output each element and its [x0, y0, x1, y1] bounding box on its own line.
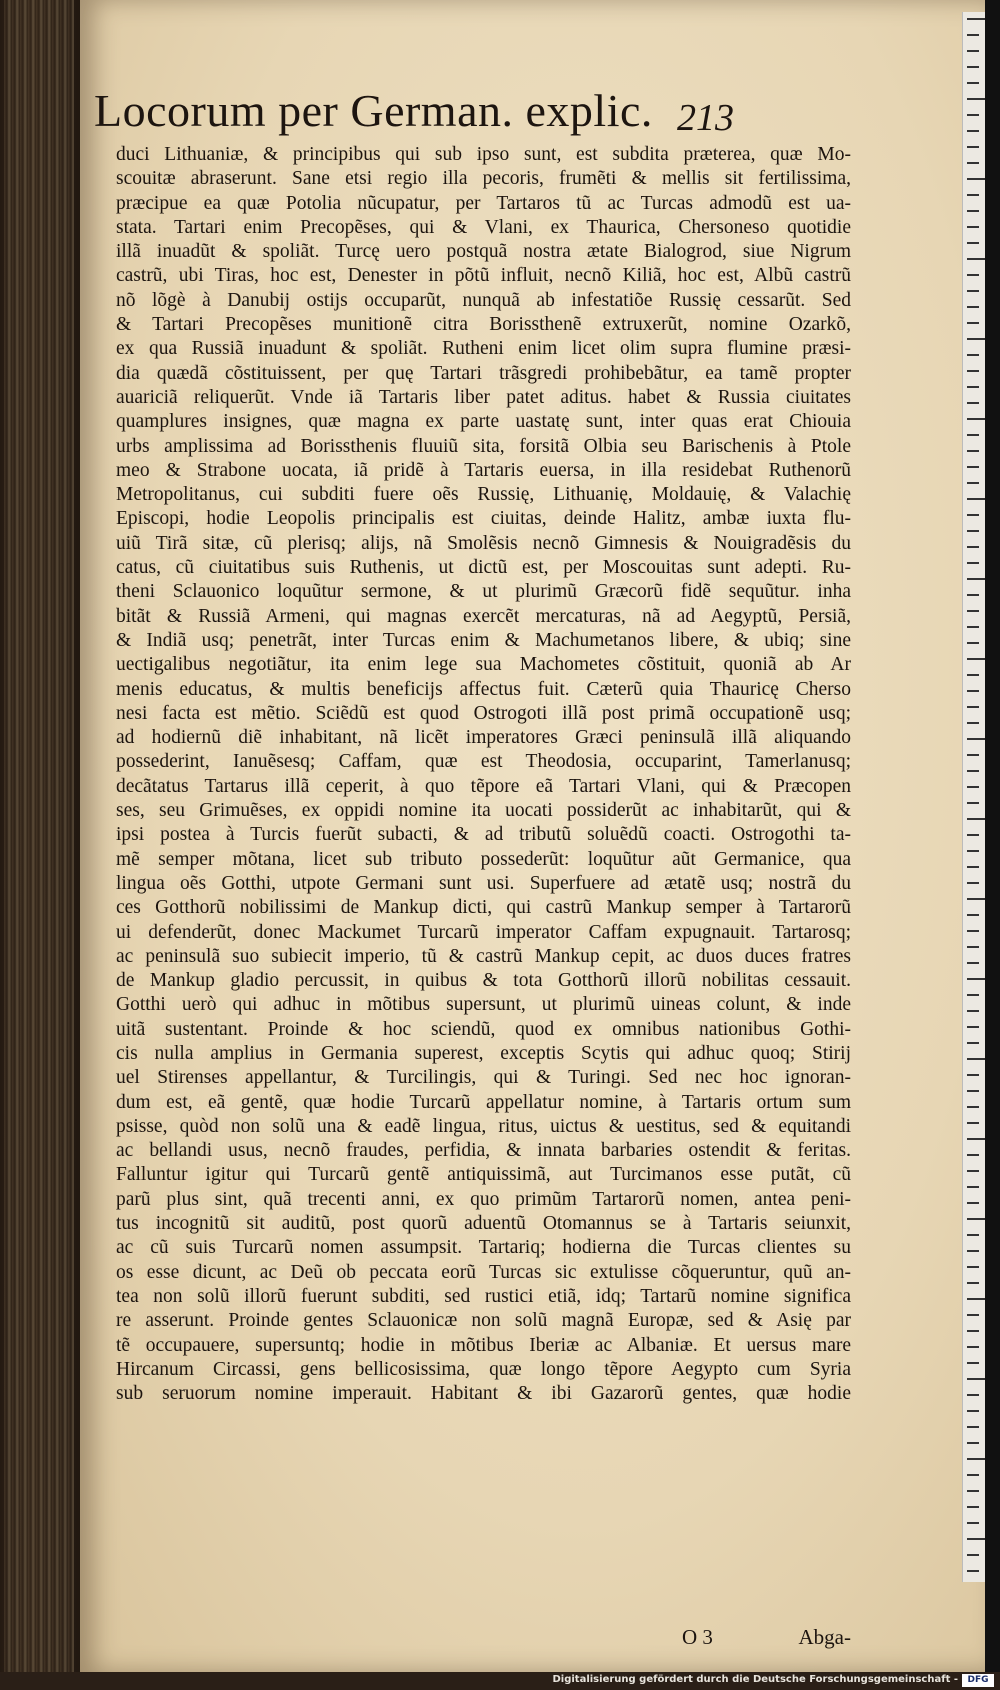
- ruler-tick: [967, 754, 979, 756]
- book-page: [80, 0, 985, 1672]
- text-line: sub seruorum nomine imperauit. Habitant & ibi Gazarorũ gentes, quæ hodie: [116, 1383, 851, 1405]
- text-line: urbs amplissima ad Borissthenis fluuiũ sita, forsitã Olbia seu Barischenis à Ptole: [116, 435, 851, 457]
- ruler-tick: [967, 290, 979, 292]
- text-line: possederint, Ianuẽsesq; Caffam, quæ est Theodosia, occuparint, Tamerlanusq;: [116, 751, 851, 773]
- ruler-tick: [967, 690, 979, 692]
- ruler-tick: [967, 1218, 985, 1220]
- ruler-tick: [967, 370, 979, 372]
- ruler-tick: [967, 626, 979, 628]
- text-line: catus, cũ ciuitatibus suis Ruthenis, ut dictũ est, per Moscouitas sunt adepti. Ru-: [116, 557, 851, 579]
- ruler-tick: [967, 578, 985, 580]
- ruler-tick: [967, 1202, 979, 1204]
- digitization-credit: Digitalisierung gefördert durch die Deutsche Forschungsgemeinschaft -: [552, 1674, 958, 1685]
- ruler-tick: [967, 1538, 985, 1540]
- text-line: de Mankup gladio percussit, in quibus & tota Gotthorũ illorũ nobilitas cessauit.: [116, 970, 851, 992]
- ruler-tick: [967, 1186, 979, 1188]
- text-line: stata. Tartari enim Precopẽses, qui & Vlani, ex Thaurica, Chersoneso quotidie: [116, 216, 851, 238]
- ruler-tick: [967, 1426, 979, 1428]
- ruler-tick: [967, 82, 979, 84]
- ruler-tick: [967, 1250, 979, 1252]
- text-line: uitã sustentant. Proinde & hoc sciendũ, quod ex omnibus nationibus Gothi-: [116, 1018, 851, 1040]
- ruler-tick: [967, 994, 979, 996]
- body-text: [116, 143, 851, 1406]
- text-line: castrũ, ubi Tiras, hoc est, Denester in põtũ influit, necnõ Kiliã, hoc est, Albũ castrũ: [116, 265, 851, 287]
- ruler-tick: [967, 1554, 979, 1556]
- ruler-tick: [967, 562, 979, 564]
- text-line: ipsi postea à Turcis fuerũt subacti, & ad tributũ soluẽdũ coacti. Ostrogothi ta-: [116, 824, 851, 846]
- ruler-tick: [967, 770, 979, 772]
- ruler-tick: [967, 546, 979, 548]
- ruler-tick: [967, 1506, 979, 1508]
- text-line: os esse dicunt, ac Deũ ob peccata eorũ Turcas sic extulisse cõqueruntur, quũ an-: [116, 1261, 851, 1283]
- ruler-tick: [967, 1026, 979, 1028]
- book-fore-edge: [4, 0, 74, 1690]
- right-margin-strip: [985, 0, 1000, 1690]
- text-line: Episcopi, hodie Leopolis principalis est ciuitas, deinde Halitz, ambæ iuxta flu-: [116, 508, 851, 530]
- ruler-tick: [967, 786, 979, 788]
- ruler-tick: [967, 226, 979, 228]
- ruler-tick: [967, 386, 979, 388]
- ruler-tick: [967, 866, 979, 868]
- page-number: 213: [677, 97, 734, 139]
- ruler-tick: [967, 594, 979, 596]
- ruler-tick: [967, 1090, 979, 1092]
- ruler-tick: [967, 738, 985, 740]
- ruler-tick: [967, 162, 979, 164]
- text-line: meo & Strabone uocata, iã pridẽ à Tartaris euersa, in illa residebat Ruthenorũ: [116, 459, 851, 481]
- text-line: mẽ semper mõtana, licet sub tributo possederũt: loquũtur aũt Germanice, qua: [116, 848, 851, 870]
- text-line: uectigalibus negotiãtur, ita enim lege sua Machometes cõstituit, quoniã ab Ar: [116, 654, 851, 676]
- ruler-tick: [967, 210, 979, 212]
- ruler-tick: [967, 1042, 979, 1044]
- ruler-tick: [967, 98, 985, 100]
- text-line: menis educatus, & multis beneficijs affectus fuit. Cæterũ quia Thauricę Cherso: [116, 678, 851, 700]
- running-title: Locorum per German. explic.: [94, 85, 653, 136]
- ruler-tick: [967, 66, 979, 68]
- text-line: re asserunt. Proinde gentes Sclauonicæ non solũ magnã Europæ, sed & Asię par: [116, 1310, 851, 1332]
- text-line: psisse, quòd non solũ una & eadẽ lingua, ritus, uictus & uestitus, sed & equitandi: [116, 1115, 851, 1137]
- ruler-tick: [967, 50, 979, 52]
- ruler-tick: [967, 802, 979, 804]
- ruler-tick: [967, 354, 979, 356]
- ruler-tick: [967, 1010, 979, 1012]
- ruler-tick: [967, 882, 979, 884]
- page-footer: [116, 1625, 851, 1655]
- text-line: parũ plus sint, quã trecenti anni, ex quo primũm Tartarorũ nomen, antea peni-: [116, 1188, 851, 1210]
- text-line: duci Lithuaniæ, & principibus qui sub ipso sunt, est subdita præterea, quæ Mo-: [116, 144, 851, 165]
- ruler-tick: [967, 242, 979, 244]
- ruler-tick: [967, 114, 979, 116]
- text-line: nõ lõgè à Danubij ostijs occuparũt, nunquã ab infestatiõe Russię cessarũt. Sed: [116, 289, 851, 311]
- text-line: scouitæ abraserunt. Sane etsi regio illa pecoris, frumẽti & mellis sit fertilissima,: [116, 168, 851, 190]
- text-line: tea non solũ illorũ fuerunt subditi, sed rustici etiã, idq; Tartarũ nomine significa: [116, 1285, 851, 1307]
- ruler-tick: [967, 34, 979, 36]
- ruler-tick: [967, 850, 979, 852]
- ruler-tick: [967, 1362, 979, 1364]
- ruler-tick: [967, 1346, 979, 1348]
- ruler-tick: [967, 1074, 979, 1076]
- text-line: bitãt & Russiã Armeni, qui magnas exercẽt mercaturas, nã ad Aegyptũ, Persiã,: [116, 605, 851, 627]
- ruler-tick: [967, 130, 979, 132]
- text-line: ui defenderũt, donec Mackumet Turcarũ imperator Caffam expugnauit. Tartarosq;: [116, 921, 851, 943]
- ruler-tick: [967, 1378, 985, 1380]
- ruler-tick: [967, 1522, 979, 1524]
- ruler-tick: [967, 1314, 979, 1316]
- ruler-tick: [967, 1170, 979, 1172]
- signature-mark: O 3: [682, 1625, 713, 1649]
- text-line: theni Sclauonico loquũtur sermone, & ut plurimũ Græcorũ fidẽ sequũtur. inha: [116, 581, 851, 603]
- text-line: dum est, eã gentẽ, quæ hodie Turcarũ appellatur nomine, à Tartaris ortum sum: [116, 1091, 851, 1113]
- ruler-tick: [967, 1282, 979, 1284]
- text-line: tus incognitũ sit auditũ, post quorũ aduentũ Otomannus se à Tartaris seiunxit,: [116, 1213, 851, 1235]
- ruler-tick: [967, 1330, 979, 1332]
- text-line: dia quædã cõstituissent, per quę Tartari trãsgredi prohibebãtur, ea tamẽ propter: [116, 362, 851, 384]
- text-line: ac peninsulã suo subiecit imperio, tũ & castrũ Mankup cepit, ac duos duces fratres: [116, 945, 851, 967]
- text-line: ac cũ suis Turcarũ nomen assumpsit. Tartariq; hodierna die Turcas clientes su: [116, 1237, 851, 1259]
- text-line: Hircanum Circassi, gens bellicosissima, quæ longo tẽpore Aegypto cum Syria: [116, 1358, 851, 1380]
- text-line: nesi facta est mẽtio. Sciẽdũ est quod Ostrogoti illã post primã occupationẽ usq;: [116, 702, 851, 724]
- text-line: uel Stirenses appellantur, & Turcilingis, qui & Turingi. Sed nec hoc ignoran-: [116, 1067, 851, 1089]
- ruler-tick: [967, 1266, 979, 1268]
- ruler-tick: [967, 1234, 979, 1236]
- ruler-tick: [967, 1474, 979, 1476]
- text-line: illã inuadũt & spoliãt. Turcę uero postquã nostra ætate Bialogrod, siue Nigrum: [116, 241, 851, 263]
- ruler-tick: [967, 482, 979, 484]
- ruler-tick: [967, 1490, 979, 1492]
- text-line: ad hodiernũ diẽ inhabitant, nã licẽt imperatores Græci peninsulã illã aliquando: [116, 727, 851, 749]
- catchword: Abga-: [798, 1625, 851, 1649]
- ruler-tick: [967, 1570, 979, 1572]
- text-line: tẽ occupauere, supersuntq; hodie in mõtibus Iberiæ ac Albaniæ. Et uersus mare: [116, 1334, 851, 1356]
- ruler-tick: [967, 1442, 979, 1444]
- ruler-tick: [967, 402, 979, 404]
- text-line: Gotthi uerò qui adhuc in mõtibus supersunt, ut plurimũ uineas colunt, & inde: [116, 994, 851, 1016]
- ruler-tick: [967, 1122, 979, 1124]
- ruler-tick: [967, 1410, 979, 1412]
- ruler-tick: [967, 1154, 979, 1156]
- ruler-tick: [967, 610, 979, 612]
- ruler-tick: [967, 898, 985, 900]
- ruler-tick: [967, 1058, 985, 1060]
- text-line: ses, seu Grimuẽses, ex oppidi nomine ita uocati possiderũt ac inhabitarũt, qui &: [116, 800, 851, 822]
- ruler-tick: [967, 450, 979, 452]
- ruler-tick: [967, 466, 979, 468]
- text-line: auariciã reliquerũt. Vnde iã Tartaris liber patet aditus. habet & Russia ciuitates: [116, 386, 851, 408]
- ruler-tick: [967, 274, 979, 276]
- text-line: ac bellandi usus, necnõ fraudes, perfidia, & innata barbaries ostendit & feritas.: [116, 1140, 851, 1162]
- text-line: ex qua Russiã inuadunt & spoliãt. Rutheni enim licet olim supra flumine præsi-: [116, 338, 851, 360]
- ruler-tick: [967, 306, 979, 308]
- text-line: & Tartari Precopẽses munitionẽ citra Borissthenẽ extruxerũt, nomine Ozarkõ,: [116, 314, 851, 336]
- ruler-tick: [967, 834, 979, 836]
- ruler-tick: [967, 418, 985, 420]
- text-line: Falluntur igitur qui Turcarũ gentẽ antiquissimã, aut Turcimanos esse putãt, cũ: [116, 1164, 851, 1186]
- text-line: uiũ Tirã sitæ, cũ plerisq; alijs, nã Smolẽsis necnõ Gimnesis & Nouigradẽsis du: [116, 532, 851, 554]
- text-line: Metropolitanus, cui subditi fuere oẽs Russię, Lithuanię, Moldauię, & Valachię: [116, 484, 851, 506]
- ruler-tick: [967, 146, 979, 148]
- ruler-tick: [967, 258, 985, 260]
- text-line: decãtatus Tartarus illã ceperit, à quo tẽpore eã Tartari Vlani, qui & Præcopen: [116, 775, 851, 797]
- text-line: quamplures insignes, quæ magna ex parte uastatę sunt, inter quas erat Chiouia: [116, 411, 851, 433]
- ruler-tick: [967, 674, 979, 676]
- text-line: præcipue ea quæ Potolia nũcupatur, per Tartaros tũ ac Turcas admodũ est ua-: [116, 192, 851, 214]
- ruler-tick: [967, 514, 979, 516]
- ruler-tick: [967, 530, 979, 532]
- ruler-tick: [967, 962, 979, 964]
- ruler-tick: [967, 642, 979, 644]
- ruler-tick: [967, 322, 979, 324]
- text-line: lingua oẽs Gotthi, utpote Germani sunt usi. Superfuere ad ætatẽ usq; nostrã du: [116, 872, 851, 894]
- text-line: cis nulla amplius in Germania superest, exceptis Scytis qui adhuc quoq; Stirij: [116, 1042, 851, 1064]
- dfg-logo: DFG: [962, 1674, 994, 1687]
- ruler-tick: [967, 434, 979, 436]
- ruler-tick: [967, 930, 979, 932]
- ruler-tick: [967, 194, 979, 196]
- ruler-tick: [967, 914, 979, 916]
- ruler-tick: [967, 1106, 979, 1108]
- text-line: ces Gotthorũ nobilissimi de Mankup dicti, qui castrũ Mankup semper à Tartarorũ: [116, 897, 851, 919]
- ruler-tick: [967, 706, 979, 708]
- text-line: & Indiã usq; penetrãt, inter Turcas enim & Machumetanos libere, & ubiq; sine: [116, 629, 851, 651]
- ruler-tick: [967, 722, 979, 724]
- ruler-tick: [967, 946, 979, 948]
- ruler-tick: [967, 1394, 979, 1396]
